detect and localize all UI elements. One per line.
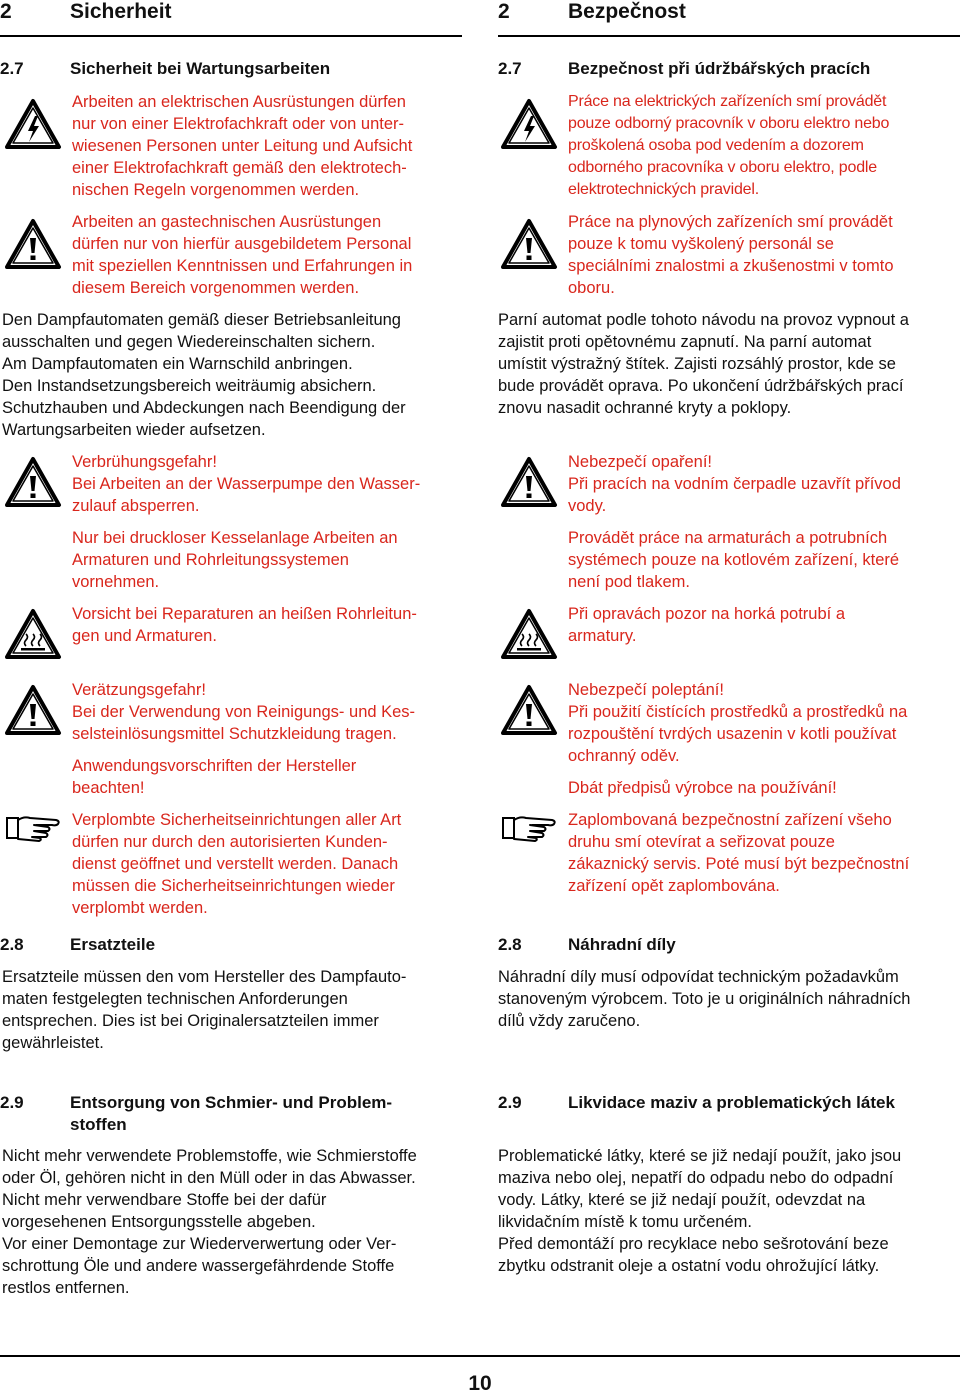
chapter-title: Sicherheit — [70, 0, 172, 23]
warning-caustic: Verätzungsgefahr! Bei der Verwendung von Reinigungs- und Kes- selsteinlösungsmittel Schutzkleidung tragen. — [72, 681, 416, 743]
hot-surface-warning-icon — [4, 608, 62, 660]
note-manufacturer-instructions: Anwendungsvorschriften der Hersteller beachten! — [72, 757, 357, 797]
section-number: 2.9 — [0, 1093, 24, 1112]
chapter-number: 2 — [0, 0, 12, 23]
section-number: 2.8 — [498, 935, 522, 954]
header-rule-de — [0, 35, 462, 37]
general-warning-icon — [500, 684, 558, 736]
high-voltage-warning-icon — [500, 98, 558, 150]
note-sealed-devices: Verplombte Sicherheitseinrichtungen aller Art dürfen nur durch den autorisierten Kunden- dienst geöffnet und verstellt werden. Danach müssen die Sicherheitseinrichtungen wieder verplombt werden. — [72, 811, 402, 917]
chapter-number: 2 — [498, 0, 510, 23]
general-warning-icon — [4, 456, 62, 508]
footer-rule — [0, 1355, 960, 1357]
general-warning-icon — [500, 456, 558, 508]
section-title: Entsorgung von Schmier- und Problem- stoffen — [70, 1093, 393, 1134]
warning-electrical: Práce na elektrických zařízeních smí provádět pouze odborný pracovník v oboru elektro nebo proškolená osoba pod vedením a dozorem odborného pracovníka v oboru elektro, podle elektrotechnických pravidel. — [568, 93, 890, 198]
section-title: Náhradní díly — [568, 935, 676, 954]
general-warning-icon — [4, 218, 62, 270]
section-title: Ersatzteile — [70, 935, 156, 954]
pointing-hand-icon — [500, 806, 558, 852]
general-warning-icon — [500, 218, 558, 270]
section-number: 2.9 — [498, 1093, 522, 1112]
section-title: Sicherheit bei Wartungsarbeiten — [70, 59, 331, 78]
chapter-heading-cs — [498, 0, 686, 24]
section-title: Likvidace maziv a problematických látek — [568, 1093, 895, 1112]
warning-gas: Práce na plynových zařízeních smí provádět pouze k tomu vyškolený personál se speciálními znalostmi a zkušenostmi v tomto oboru. — [568, 213, 894, 297]
pointing-hand-icon — [4, 806, 62, 852]
page-number: 10 — [468, 1372, 492, 1395]
warning-scalding: Verbrühungsgefahr! Bei Arbeiten an der Wasserpumpe den Wasser- zulauf absperren. — [72, 453, 421, 515]
warning-scalding: Nebezpečí opaření! Při pracích na vodním čerpadle uzavřít přívod vody. — [568, 453, 901, 515]
warning-pressure: Provádět práce na armaturách a potrubních systémech pouze na kotlovém zařízení, které není pod tlakem. — [568, 529, 900, 591]
spare-parts-text: Náhradní díly musí odpovídat technickým požadavkům stanoveným výrobcem. Toto je u originálních náhradních dílů vždy zaručeno. — [498, 968, 911, 1030]
high-voltage-warning-icon — [4, 98, 62, 150]
note-manufacturer-instructions: Dbát předpisů výrobce na používání! — [568, 779, 837, 797]
section-number: 2.7 — [0, 59, 24, 78]
section-number: 2.7 — [498, 59, 522, 78]
chapter-heading-de — [0, 0, 172, 24]
section-title: Bezpečnost při údržbářských pracích — [568, 59, 871, 78]
warning-caustic: Nebezpečí poleptání! Při použití čistících prostředků a prostředků na rozpouštění tvrdých usazenin v kotli používat ochranný oděv. — [568, 681, 908, 765]
maintenance-instructions: Parní automat podle tohoto návodu na provoz vypnout a zajistit proti opětovnému zapnutí. Na parní automat umístit výstražný štítek. Zajisti rozsáhlý prostor, kde se bude provádět oprava. Po ukončení údržbářských prací znovu nasadit ochranné kryty a poklopy. — [498, 311, 909, 417]
section-number: 2.8 — [0, 935, 24, 954]
general-warning-icon — [4, 684, 62, 736]
warning-hot-pipes: Vorsicht bei Reparaturen an heißen Rohrleitun- gen und Armaturen. — [72, 605, 417, 645]
disposal-text: Nicht mehr verwendete Problemstoffe, wie Schmierstoffe oder Öl, gehören nicht in den Müll oder in das Abwasser. Nicht mehr verwendbare Stoffe bei der dafür vorgesehenen Entsorgungsstelle abgeben. Vor einer Demontage zur Wiederverwertung oder Ver- schrottung Öle und andere wassergefährdende Stoffe restlos entfernen. — [2, 1147, 417, 1297]
spare-parts-text: Ersatzteile müssen den vom Hersteller des Dampfauto- maten festgelegten technischen Anforderungen entsprechen. Dies ist bei Originalersatzteilen immer gewährleistet. — [2, 968, 407, 1052]
header-rule-cs — [498, 35, 960, 37]
chapter-title: Bezpečnost — [568, 0, 686, 23]
warning-gas: Arbeiten an gastechnischen Ausrüstungen dürfen nur von hierfür ausgebildetem Personal mit speziellen Kenntnissen und Erfahrungen in diesem Bereich vorgenommen werden. — [72, 213, 413, 297]
disposal-text: Problematické látky, které se již nedají použít, jako jsou maziva nebo olej, nepatří do odpadu nebo do odpadní vody. Látky, které se již nedají použít, odevzdat na likvidačním místě k tomu určeném. Před demontáží pro recyklace nebo sešrotování beze zbytku odstranit oleje a ostatní vodu ohrožující látky. — [498, 1147, 902, 1275]
maintenance-instructions: Den Dampfautomaten gemäß dieser Betriebsanleitung ausschalten und gegen Wiedereinschalten sichern. Am Dampfautomaten ein Warnschild anbringen. Den Instandsetzungsbereich weiträumig absichern. Schutzhauben und Abdeckungen nach Beendigung der Wartungsarbeiten wieder aufsetzen. — [2, 311, 406, 439]
hot-surface-warning-icon — [500, 608, 558, 660]
note-sealed-devices: Zaplombovaná bezpečnostní zařízení všeho druhu smí otevírat a seřizovat pouze zákaznický servis. Poté musí být bezpečnostní zařízení opět zaplombována. — [568, 811, 910, 895]
warning-hot-pipes: Při opravách pozor na horká potrubí a armatury. — [568, 605, 845, 645]
warning-pressure: Nur bei druckloser Kesselanlage Arbeiten an Armaturen und Rohrleitungssystemen vornehmen. — [72, 529, 398, 591]
warning-electrical: Arbeiten an elektrischen Ausrüstungen dürfen nur von einer Elektrofachkraft oder von unter- wiesenen Personen unter Leitung und Aufsicht einer Elektrofachkraft gemäß den elektrotech- nischen Regeln vorgenommen werden. — [72, 93, 413, 199]
